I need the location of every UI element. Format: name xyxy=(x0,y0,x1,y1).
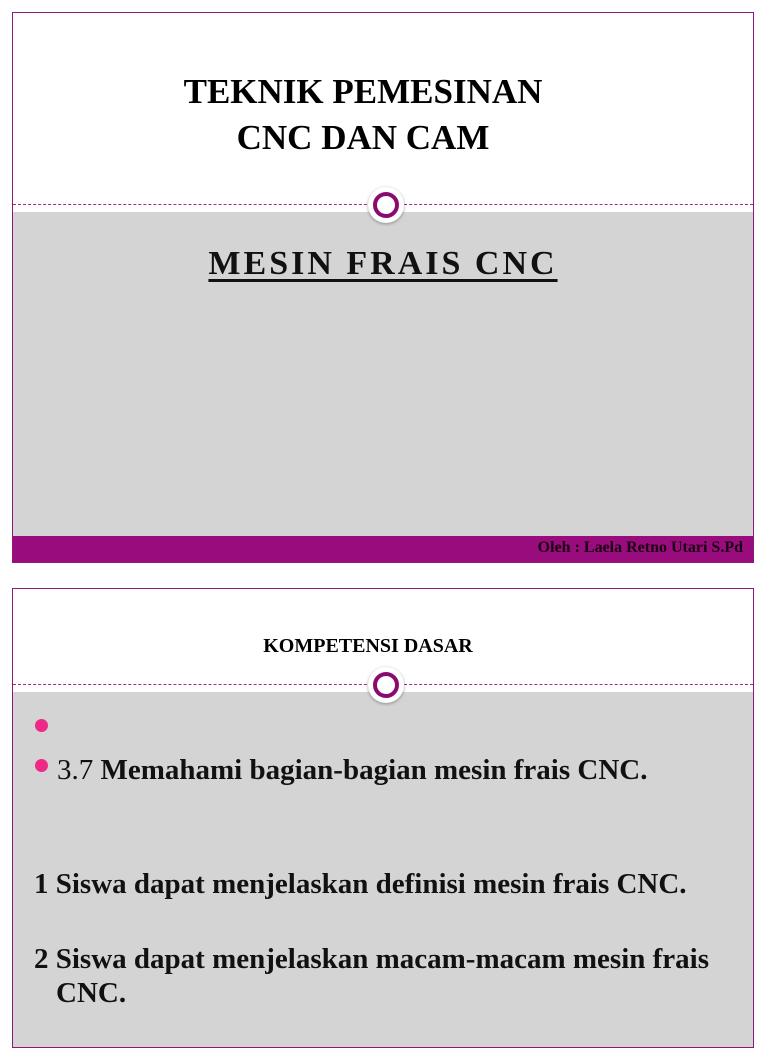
bullet-dot-icon xyxy=(35,719,48,732)
author-credit: Oleh : Laela Retno Utari S.Pd xyxy=(537,539,743,556)
competency-number: 3.7 xyxy=(57,754,94,786)
bullet-dot-icon xyxy=(35,759,48,772)
title-slide xyxy=(12,12,754,563)
slide-title: KOMPETENSI DASAR xyxy=(263,635,473,657)
competency-slide xyxy=(12,588,754,1048)
bullet-text xyxy=(57,753,733,787)
slide-title xyxy=(12,69,753,161)
slide-subtitle: MESIN FRAIS CNC xyxy=(208,245,558,282)
list-item: 1 Siswa dapat menjelaskan definisi mesin frais CNC. xyxy=(34,868,687,900)
ring-ornament-icon xyxy=(368,667,404,703)
list-item: 2 Siswa dapat menjelaskan macam-macam mesin frais CNC. xyxy=(34,943,710,1009)
competency-text: Memahami bagian-bagian mesin frais CNC. xyxy=(93,754,648,786)
title-line-2: CNC DAN CAM xyxy=(236,118,490,157)
title-line-1: TEKNIK PEMESINAN xyxy=(183,72,543,111)
ring-ornament-icon xyxy=(368,187,404,223)
footer-bar xyxy=(13,536,753,562)
